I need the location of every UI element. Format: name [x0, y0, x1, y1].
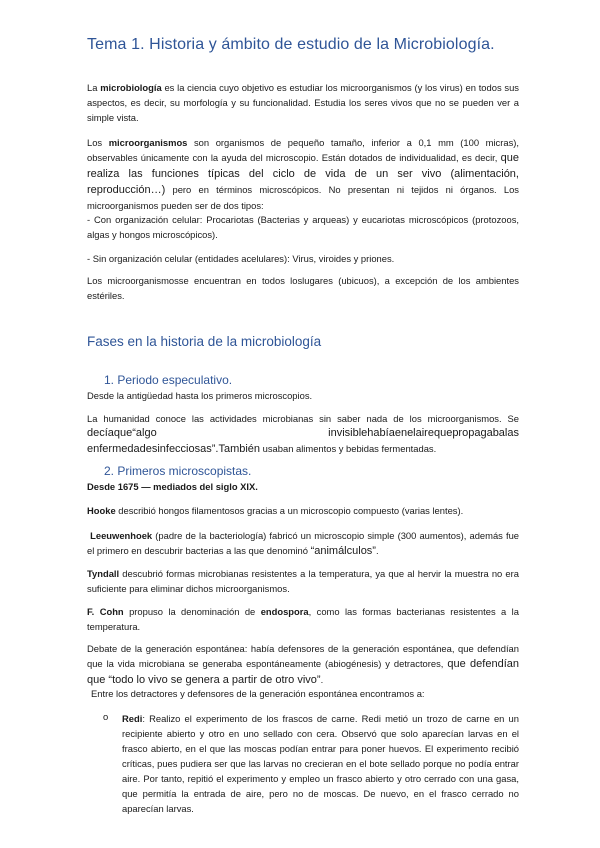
phase1-paragraph	[87, 411, 519, 457]
phase2-period	[87, 479, 519, 494]
intro-paragraph-cellular: - Con organización celular: Procariotas (Bacterias y arqueas) y eucariotas microscópicos (protozoos, algas y hongos microscópicos).	[87, 214, 519, 240]
term-microbiologia: microbiología	[100, 82, 162, 93]
text: decíaque“algo	[87, 427, 157, 439]
text: enfermedadesinfecciosas”.También	[87, 443, 261, 455]
text: “animálculos”	[310, 545, 376, 557]
hooke-paragraph	[87, 503, 519, 518]
name-hooke: Hooke	[87, 505, 116, 516]
text: Debate de la generación espontánea: había defensores de la generación espontánea, que defendían que la vida microbiana se generaba espontáneamente (abiogénesis) y detractores,	[87, 643, 519, 669]
text: La humanidad conoce las actividades microbianas sin saber nada de los microorganismos. Se	[87, 413, 519, 424]
phase1-heading: 1. Periodo especulativo.	[104, 373, 233, 387]
intro-paragraph-microorganisms	[87, 135, 519, 213]
tyndall-paragraph	[87, 566, 519, 596]
text: usaban alimentos y bebidas fermentadas.	[260, 443, 437, 454]
text: , como las formas bacterianas resistentes a la temperatura.	[87, 606, 519, 632]
name-tyndall: Tyndall	[87, 568, 120, 579]
text: pero en términos microscópicos. No presentan ni tejidos ni órganos. Los microorganismos pueden ser de dos tipos:	[87, 184, 519, 211]
text: describió hongos filamentosos gracias a un microscopio compuesto (varias lentes).	[115, 505, 464, 516]
text: : Realizo el experimento de los frascos de carne. Redi metió un trozo de carne en un recipiente abierto y otro en uno sellado con cera. Observó que solo aparecían larvas en el frasco abierto, en el que las moscas podían entrar para poner huevos. El experimento recibió críticas, pues pudiera ser que las larvas no crecieran en el bote sellado porque no podía entrar aire. Por tanto, repitió el experimento y empleo un frasco abierto y otro cerrado con una gasa, que permitía la entrada de aire, pero no de moscas. De nuevo, en el frasco cerrado no aparecían larvas.	[122, 713, 519, 814]
debate-paragraph	[87, 641, 519, 688]
redi-paragraph	[122, 711, 519, 816]
text: Desde 1675 — mediados del siglo XIX.	[87, 481, 258, 492]
text: que realiza las funciones típicas del ciclo de vida de un ser vivo (alimentación, reproducción…)	[87, 152, 519, 196]
intro-paragraph-ubiquitous: Los microorganismosse encuentran en todos loslugares (ubicuos), a excepción de los ambientes estériles.	[87, 275, 519, 301]
bullet-marker: o	[103, 711, 109, 722]
text: son organismos de pequeño tamaño, inferior a 0,1 mm (100 micras), observables únicamente con la ayuda del microscopio. Están dotados de individualidad, es decir,	[87, 137, 519, 163]
page-title: Tema 1. Historia y ámbito de estudio de la Microbiología.	[87, 36, 495, 53]
text: descubrió formas microbianas resistentes a la temperatura, ya que al hervir la muestra no era suficiente para eliminar dichos microorganismos.	[87, 568, 519, 594]
leeuwenhoek-paragraph	[87, 528, 519, 559]
term-microorganismos: microorganismos	[108, 137, 188, 148]
text: invisiblehabíaenelairequepropagabalas	[328, 427, 519, 439]
name-redi: Redi	[122, 713, 143, 724]
debate-intro: Entre los detractores y defensores de la generación espontánea encontramos a:	[91, 688, 425, 699]
cohn-paragraph	[87, 604, 519, 634]
intro-paragraph-acellular: - Sin organización celular (entidades acelulares): Virus, viroides y priones.	[87, 253, 395, 264]
text-line	[87, 426, 519, 441]
text-line	[87, 443, 436, 454]
name-cohn: F. Cohn	[87, 606, 124, 617]
term-endospora: endospora	[260, 606, 309, 617]
name-leeuwenhoek: Leeuwenhoek	[90, 530, 153, 541]
text: .	[320, 674, 324, 685]
text: .	[375, 545, 379, 556]
text: Los	[87, 137, 109, 148]
text: que defendían que “todo lo vivo se genera a partir de otro vivo”	[87, 658, 519, 686]
intro-paragraph-definition	[87, 80, 519, 125]
text: es la ciencia cuyo objetivo es estudiar los microorganismos (y los virus) en todos sus aspectos, es decir, su morfología y su funcionalidad. Estudia los seres vivos que no se pueden ver a simple vista.	[87, 82, 519, 123]
text: (padre de la bacteriología) fabricó un microscopio simple (300 aumentos), además fue el primero en descubrir bacterias a las que denominó	[87, 530, 520, 556]
phase2-heading: 2. Primeros microscopistas.	[104, 464, 252, 478]
text: La	[87, 82, 101, 93]
phase1-period: Desde la antigüedad hasta los primeros microscopios.	[87, 390, 313, 401]
text: propuso la denominación de	[123, 606, 261, 617]
section-heading: Fases en la historia de la microbiología	[87, 334, 322, 349]
